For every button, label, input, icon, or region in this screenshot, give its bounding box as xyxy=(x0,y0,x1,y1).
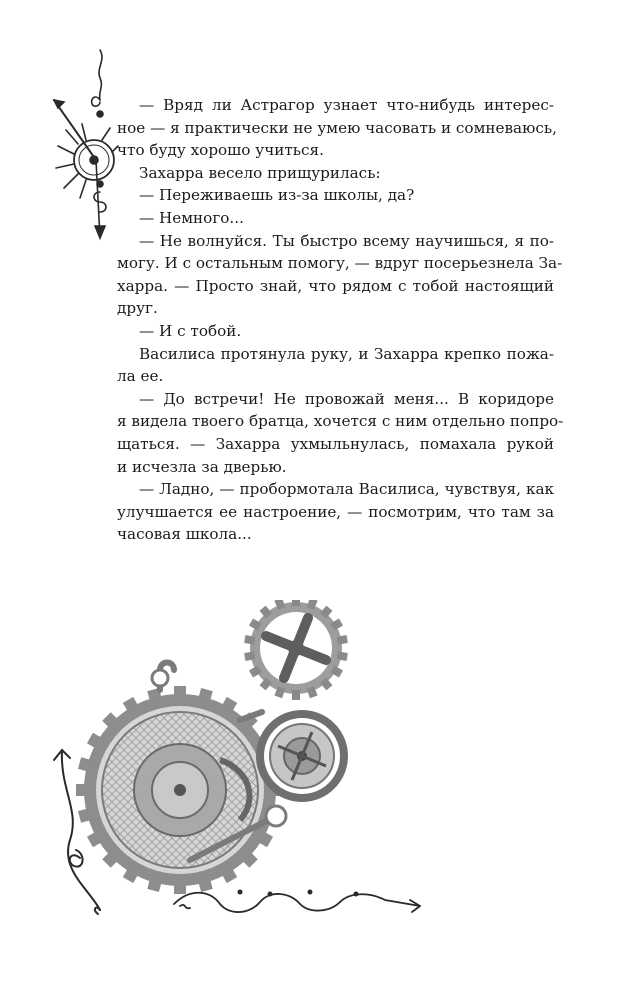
text-line: и исчезла за дверью. xyxy=(117,457,287,476)
text-line: ное — я практически не умею часовать и сомневаюсь, xyxy=(117,118,557,137)
text-line: могу. И с остальным помогу, — вдруг посерьезнела За- xyxy=(117,254,563,273)
text-line: — До встречи! Не провожай меня... В коридоре xyxy=(139,389,554,408)
text-line: часовая школа... xyxy=(117,525,252,544)
text-line: я видела твоего братца, хочется с ним отдельно попро- xyxy=(117,412,564,431)
text-line: — И с тобой. xyxy=(139,321,242,340)
text-line: — Вряд ли Астрагор узнает что-нибудь интерес- xyxy=(139,96,554,114)
text-line: щаться. — Захарра ухмыльнулась, помахала рукой xyxy=(117,434,554,453)
text-line: — Не волнуйся. Ты быстро всему научишься, я по- xyxy=(139,231,554,250)
text-line: — Ладно, — пробормотала Василиса, чувствуя, как xyxy=(139,480,554,499)
compass-sun-ornament-icon xyxy=(40,42,120,242)
text-line: друг. xyxy=(117,299,158,318)
text-line: Захарра весело прищурилась: xyxy=(139,163,381,182)
swirl-arrow-flourish-icon xyxy=(170,880,430,920)
body-text xyxy=(117,94,564,546)
text-line: улучшается ее настроение, — посмотрим, что там за xyxy=(117,502,554,521)
text-line: Василиса протянула руку, и Захарра крепко пожа- xyxy=(139,344,554,363)
text-line: харра. — Просто знай, что рядом с тобой настоящий xyxy=(117,276,554,295)
text-line: — Переживаешь из-за школы, да? xyxy=(139,186,415,205)
text-line: что буду хорошо учиться. xyxy=(117,141,324,160)
text-line: ла ее. xyxy=(117,367,164,386)
text-line: — Немного... xyxy=(139,208,244,227)
